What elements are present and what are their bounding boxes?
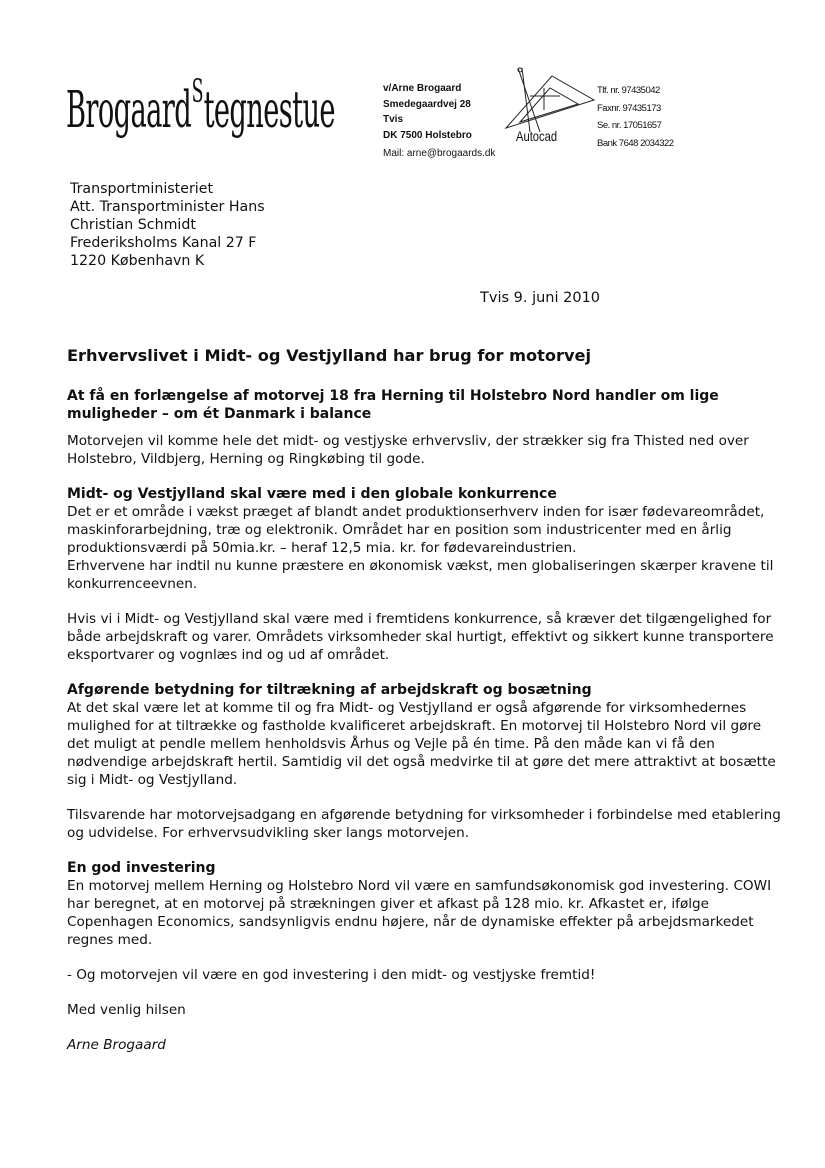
section-heading-investment: En god investering xyxy=(67,860,216,876)
logo-part-s: S xyxy=(191,72,203,110)
section-heading-competition: Midt- og Vestjylland skal være med i den globale konkurrence xyxy=(67,486,557,502)
drafting-tools-icon xyxy=(500,66,600,136)
recipient-line: Christian Schmidt xyxy=(70,217,196,233)
sender-mail: Mail: arne@brogaards.dk xyxy=(383,148,496,159)
sender-address xyxy=(383,81,472,143)
letter-date: Tvis 9. juni 2010 xyxy=(480,290,601,306)
paragraph: At det skal være let at komme til og fra Midt- og Vestjylland er også afgørende for virksomhedernes mulighed for at tiltrække og fastholde kvalificeret arbejdskraft. En motorvej til Holstebro Nord vil gøre det muligt at pendle mellem henholdsvis Århus og Vejle på én time. På den måde kan vi få den nødvendige arbejdskraft hertil. Samtidig vil det også medvirke til at gøre det mere attraktivt at bosætte sig i Midt- og Vestjylland. xyxy=(67,700,776,788)
letter-title: Erhvervslivet i Midt- og Vestjylland har brug for motorvej xyxy=(67,346,592,365)
autocad-label: Autocad xyxy=(516,128,558,144)
recipient-line: Att. Transportminister Hans xyxy=(70,199,265,215)
logo-part-name: Brogaard xyxy=(66,81,192,140)
intro-paragraph: Motorvejen vil komme hele det midt- og vestjyske erhvervsliv, der strækker sig fra Thisted ned over Holstebro, Vildbjerg, Herning og Ringkøbing til gode. xyxy=(67,433,749,467)
recipient-line: Transportministeriet xyxy=(70,181,214,197)
recipient-address xyxy=(70,180,265,270)
fax-number: Faxnr. 97435173 xyxy=(597,102,661,114)
sender-street: Smedegaardvej 28 xyxy=(383,98,471,110)
bank-number: Bank 7648 2034322 xyxy=(597,137,674,149)
paragraph: Tilsvarende har motorvejsadgang en afgørende betydning for virksomheder i forbindelse med etablering og udvidelse. For erhvervsudvikling sker langs motorvejen. xyxy=(67,807,781,841)
se-number: Se. nr. 17051657 xyxy=(597,120,662,131)
contact-numbers xyxy=(597,82,674,152)
logo-part-tail: tegnestue xyxy=(203,81,335,140)
sender-name: v/Arne Brogaard xyxy=(383,83,462,94)
closing-line: - Og motorvejen vil være en god investering i den midt- og vestjyske fremtid! xyxy=(67,967,596,983)
company-logo xyxy=(66,72,335,140)
sender-town: Tvis xyxy=(383,114,404,125)
section-heading-workforce: Afgørende betydning for tiltrækning af arbejdskraft og bosætning xyxy=(67,682,592,698)
sender-postal-code: DK 7500 xyxy=(383,129,423,141)
letter-body xyxy=(67,346,787,1054)
signature: Arne Brogaard xyxy=(67,1037,166,1053)
letter-subtitle: At få en forlængelse af motorvej 18 fra Herning til Holstebro Nord handler om lige muligheder – om ét Danmark i balance xyxy=(67,388,719,422)
paragraph: Det er et område i vækst præget af blandt andet produktionserhverv inden for især fødevareområdet, maskinforarbejdning, træ og elektronik. Området har en position som industricenter med en årlig produktionsværdi på 50mia.kr. – heraf 12,5 mia. kr. for fødevareindustrien. xyxy=(67,504,765,556)
paragraph: Hvis vi i Midt- og Vestjylland skal være med i fremtidens konkurrence, så kræver det tilgængelighed for både arbejdskraft og varer. Områdets virksomheder skal hurtigt, effektivt og sikkert kunne transportere eksportvarer og vognlæs ind og ud af området. xyxy=(67,611,774,663)
paragraph: En motorvej mellem Herning og Holstebro Nord vil være en samfundsøkonomisk god investering. COWI har beregnet, at en motorvej på strækningen giver et afkast på 128 mio. kr. Afkastet er, ifølge Copenhagen Economics, sandsynligvis endnu højere, når de dynamiske effekter på arbejdsmarkedet regnes med. xyxy=(67,878,772,948)
phone-number: Tlf. nr. 97435042 xyxy=(597,85,660,96)
recipient-line: 1220 København K xyxy=(70,253,205,269)
recipient-line: Frederiksholms Kanal 27 F xyxy=(70,235,257,251)
greeting: Med venlig hilsen xyxy=(67,1002,186,1018)
paragraph: Erhvervene har indtil nu kunne præstere en økonomisk vækst, men globaliseringen skærper kravene til konkurrenceevnen. xyxy=(67,558,774,592)
sender-city: Holstebro xyxy=(425,129,472,141)
